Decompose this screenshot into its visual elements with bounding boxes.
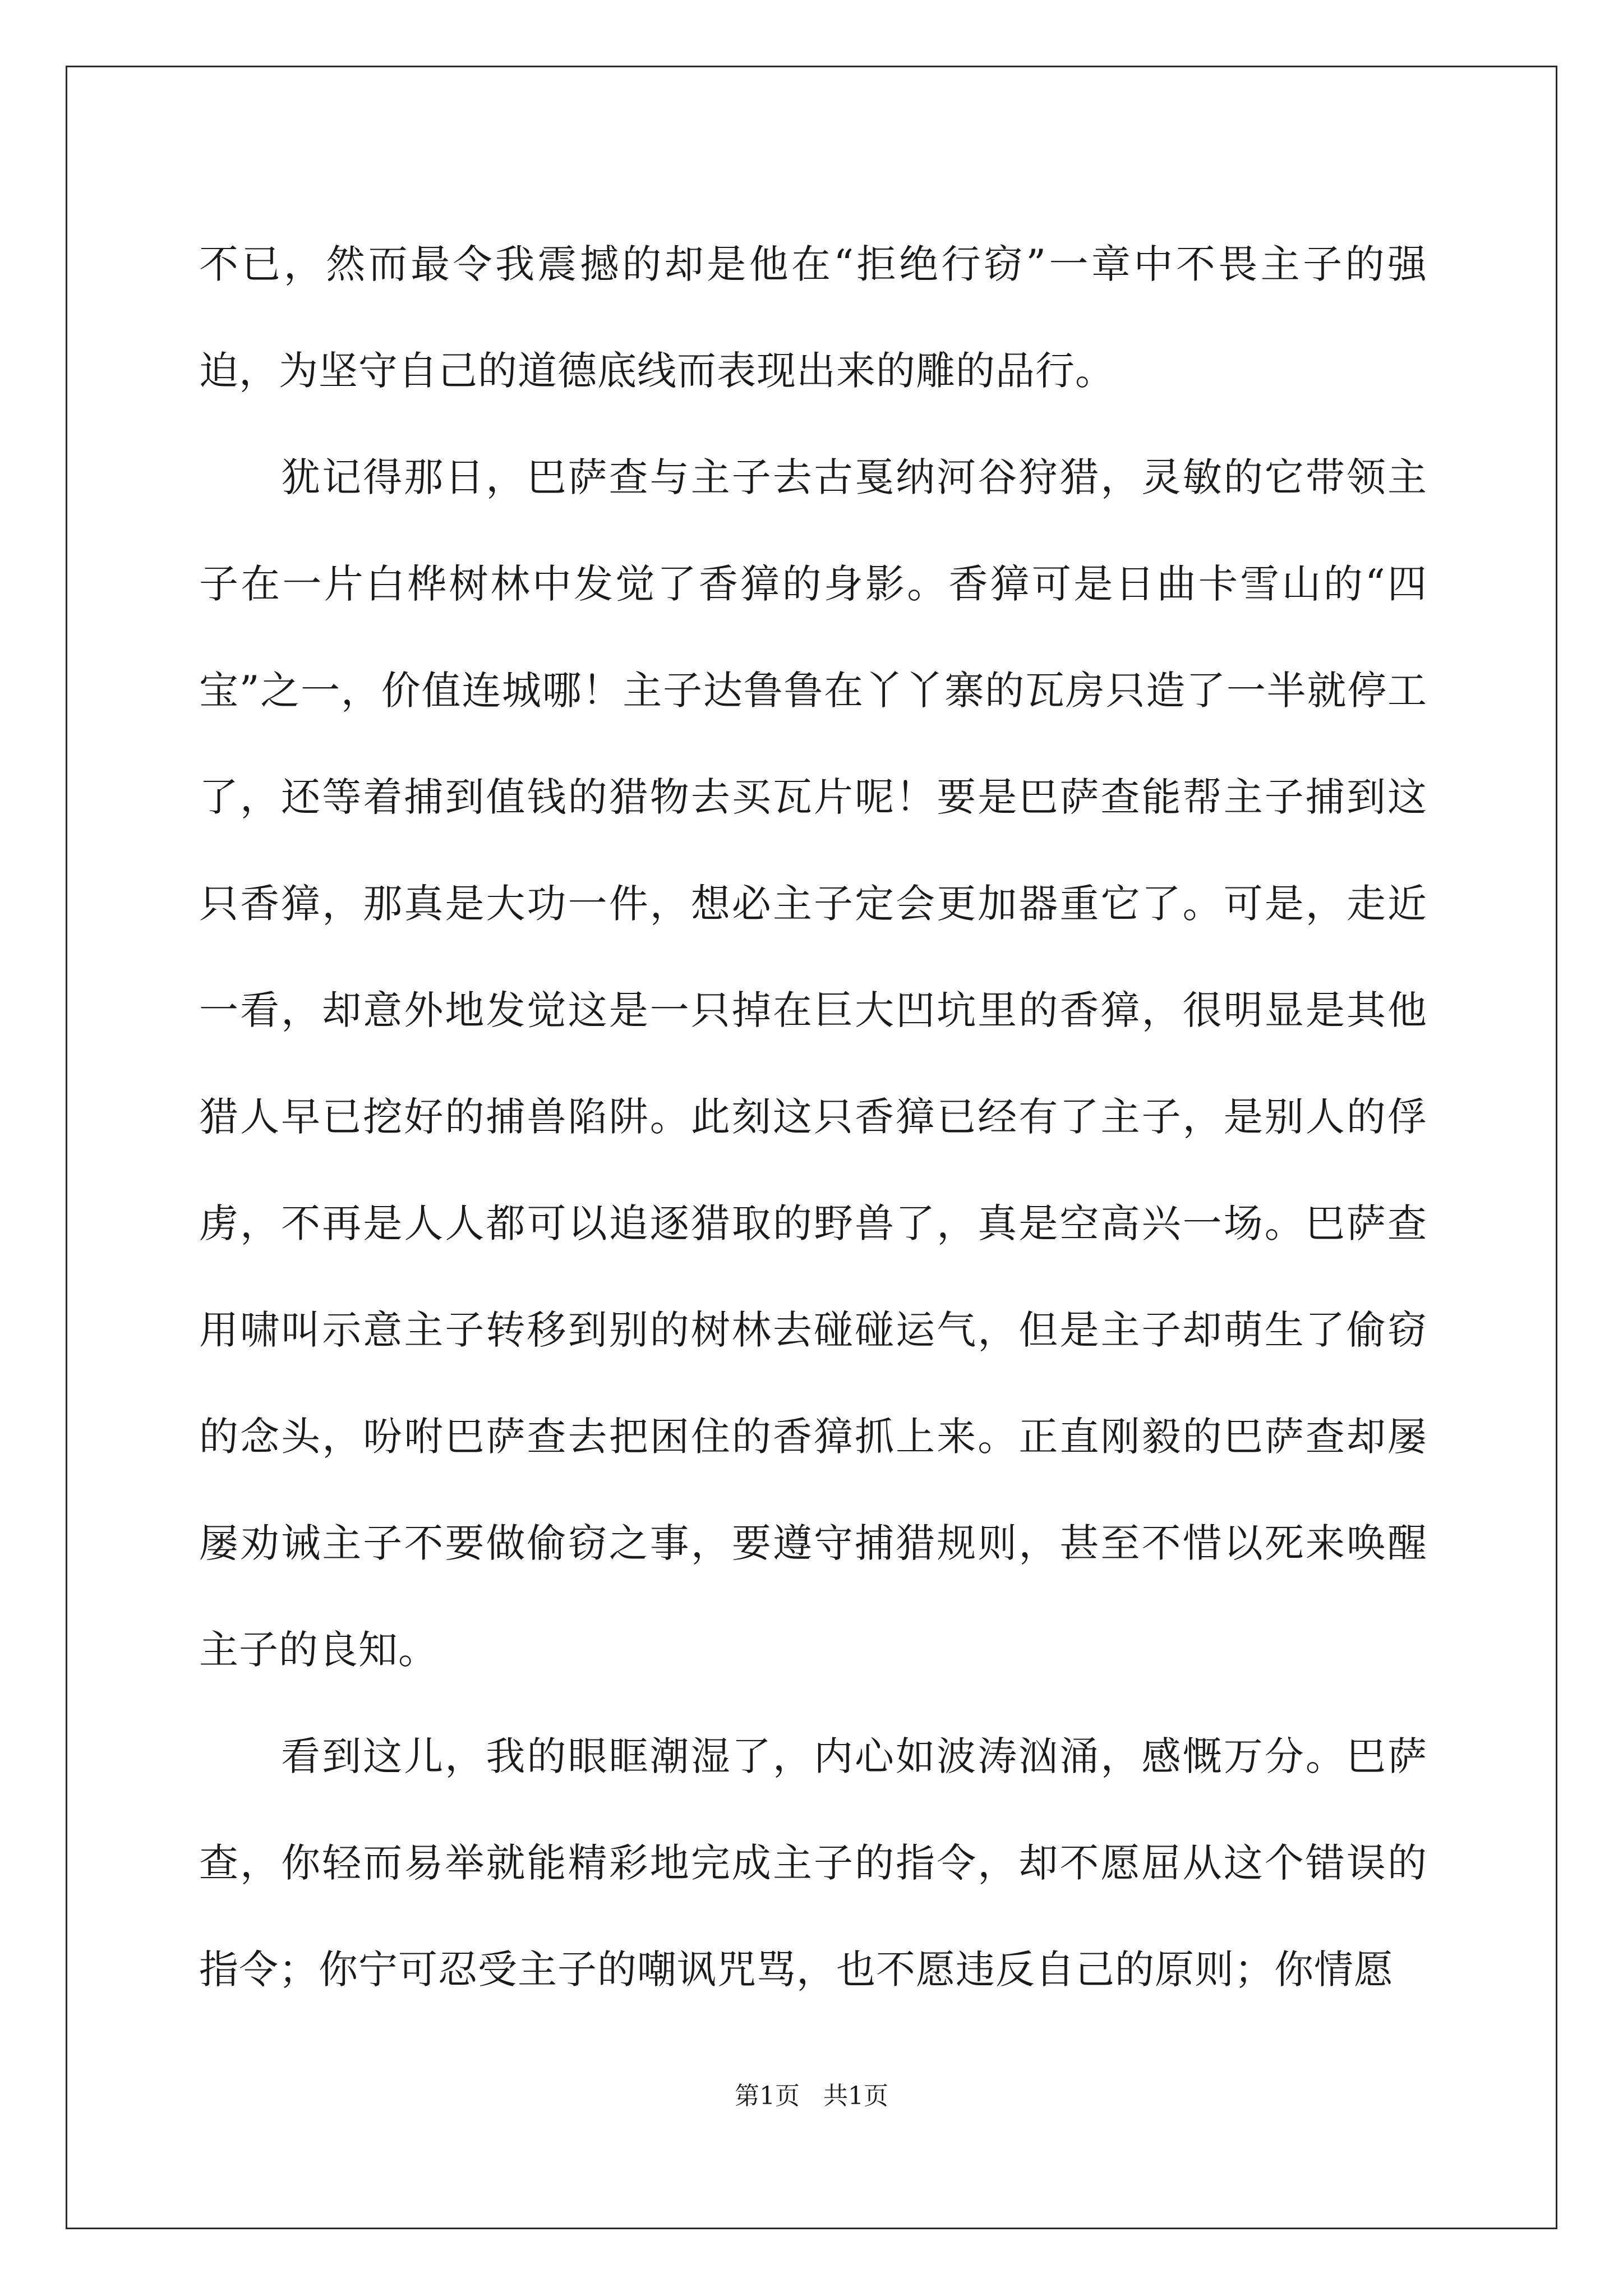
page-total: 共1页 — [823, 2082, 888, 2110]
page-footer — [0, 2076, 1623, 2111]
document-body — [199, 211, 1427, 2023]
paragraph-2: 犹记得那日，巴萨查与主子去古戛纳河谷狩猎，灵敏的它带领主子在一片白桦树林中发觉了香獐的身影。香獐可是日曲卡雪山的“四宝”之一，价值连城哪！主子达鲁鲁在丫丫寨的瓦房只造了一半就停工了，还等着捕到值钱的猎物去买瓦片呢！要是巴萨查能帮主子捕到这只香獐，那真是大功一件，想必主子定会更加器重它了。可是，走近一看，却意外地发觉这是一只掉在巨大凹坑里的香獐，很明显是其他猎人早已挖好的捕兽陷阱。此刻这只香獐已经有了主子，是别人的俘虏，不再是人人都可以追逐猎取的野兽了，真是空高兴一场。巴萨查用啸叫示意主子转移到别的树林去碰碰运气，但是主子却萌生了偷窃的念头，吩咐巴萨查去把困住的香獐抓上来。正直刚毅的巴萨查却屡屡劝诫主子不要做偷窃之事，要遵守捕猎规则，甚至不惜以死来唤醒主子的良知。 — [199, 454, 1427, 1673]
paragraph-1: 不已，然而最令我震撼的却是他在“拒绝行窃”一章中不畏主子的强迫，为坚守自己的道德底线而表现出来的雕的品行。 — [199, 241, 1427, 394]
paragraph-3: 看到这儿，我的眼眶潮湿了，内心如波涛汹涌，感慨万分。巴萨查，你轻而易举就能精彩地完成主子的指令，却不愿屈从这个错误的指令；你宁可忍受主子的嘲讽咒骂，也不愿违反自己的原则；你情愿 — [199, 1733, 1427, 1993]
page-number: 第1页 — [735, 2082, 800, 2110]
